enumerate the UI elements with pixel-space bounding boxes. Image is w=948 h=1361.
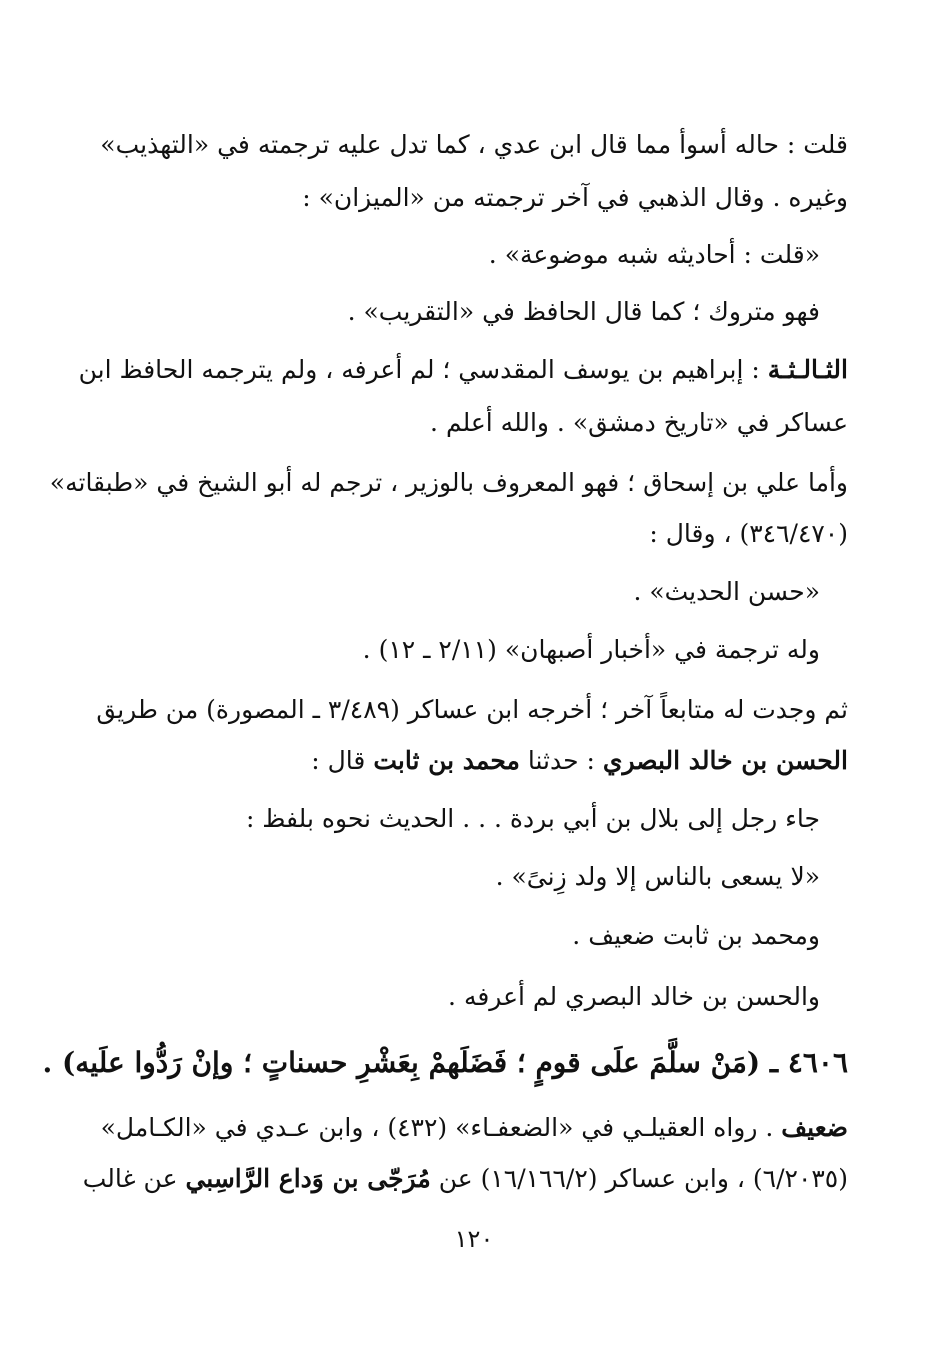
hadith-heading [42,1045,848,1081]
text-line [49,465,848,501]
text-line [348,294,820,330]
paragraph-text: (٦/٢٠٣٥) ، وابن عساكر (١٦/١٦٦/٢) عن [438,1164,848,1193]
narrator-name: الحسن بن خالد البصري [602,746,848,775]
quote-text: «لا يسعى بالناس إلا ولد زِنىً» . [495,862,820,891]
paragraph-text: عن غالب [82,1164,178,1193]
quote-line [489,237,820,273]
quote-text: «قلت : أحاديثه شبه موضوعة» . [488,240,820,269]
paragraph-text: : إبراهيم بن يوسف المقدسي ؛ لم أعرفه ، ولم يترجمه الحافظ ابن [78,355,760,384]
text-line [78,352,848,388]
text-line [311,743,848,779]
narrator-name: محمد بن ثابت [373,746,520,775]
text-line [100,1110,848,1146]
text-line [448,979,820,1015]
text-line [96,692,848,728]
paragraph-text: (٣٤٦/٤٧٠) ، وقال : [649,519,848,548]
section-lead: الثـالـثـة [767,355,848,384]
paragraph-text: ومحمد بن ثابت ضعيف . [572,921,820,950]
paragraph-text: وغيره . وقال الذهبي في آخر ترجمته من «الميزان» : [302,183,848,212]
text-line [100,127,848,163]
paragraph-text: قال : [311,746,366,775]
text-line [430,405,848,441]
text-line [302,180,848,216]
paragraph-text: قلت : حاله أسوأ مما قال ابن عدي ، كما تدل عليه ترجمته في «التهذيب» [100,130,848,159]
narrator-name: مُرَجّى بن وَداع الرَّاسِبي [185,1164,431,1193]
text-line [363,632,820,668]
text-line [246,801,820,837]
page-number: ١٢٠ [454,1225,494,1253]
paragraph-text: وله ترجمة في «أخبار أصبهان» (٢/١١ ـ ١٢) . [362,635,820,664]
quote-line [496,859,820,895]
paragraph-text: فهو متروك ؛ كما قال الحافظ في «التقريب» . [347,297,820,326]
paragraph-text: عساكر في «تاريخ دمشق» . والله أعلم . [430,408,848,437]
text-line [649,516,848,552]
text-line [82,1161,848,1197]
hadith-heading-text: ٤٦٠٦ ـ (مَنْ سلَّمَ علَى قومٍ ؛ فَضَلَهمْ بِعَشْرِ حسناتٍ ؛ وإنْ رَدُّوا علَيه) . [42,1046,848,1079]
paragraph-text: : حدثنا [527,746,595,775]
grading-label: ضعيف [781,1113,848,1142]
paragraph-text: ثم وجدت له متابعاً آخر ؛ أخرجه ابن عساكر (٣/٤٨٩ ـ المصورة) من طريق [96,695,848,724]
text-line [572,918,820,954]
paragraph-text: جاء رجل إلى بلال بن أبي بردة . . . الحديث نحوه بلفظ : [245,804,820,833]
paragraph-text: والحسن بن خالد البصري لم أعرفه . [448,982,820,1011]
quote-line [633,574,820,610]
paragraph-text: . رواه العقيلـي في «الضعفـاء» (٤٣٢) ، وابن عـدي في «الكـامل» [100,1113,774,1142]
paragraph-text: وأما علي بن إسحاق ؛ فهو المعروف بالوزير ، ترجم له أبو الشيخ في «طبقاته» [49,468,848,497]
quote-text: «حسن الحديث» . [633,577,820,606]
